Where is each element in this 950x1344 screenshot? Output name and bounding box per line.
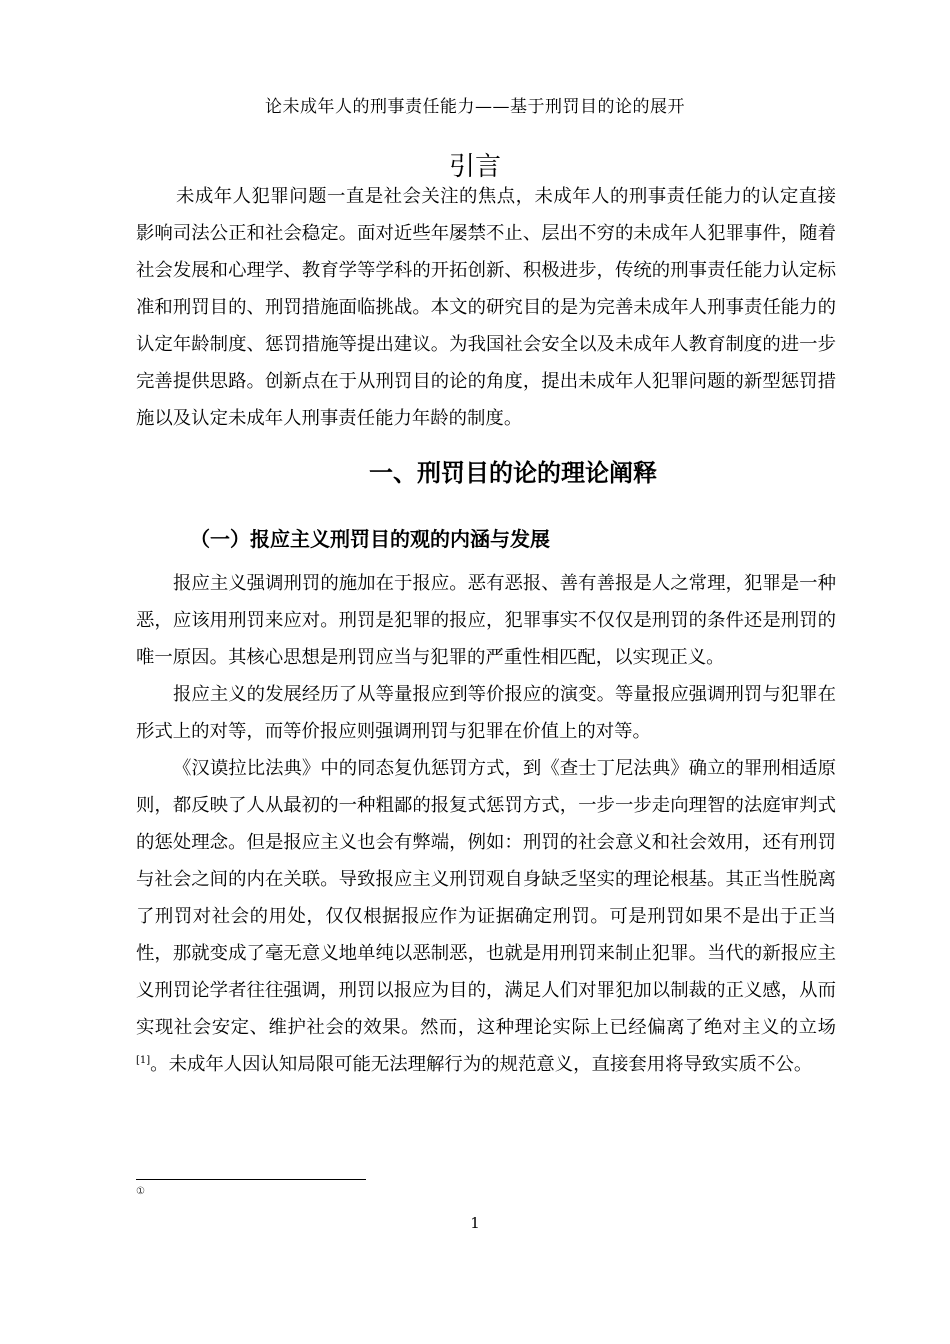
running-header-title: 论未成年人的刑事责任能力——基于刑罚目的论的展开 [265, 97, 685, 117]
body-paragraph-3-text-b: 。未成年人因认知局限可能无法理解行为的规范意义，直接套用将导致实质不公。 [150, 1054, 813, 1075]
footnote-divider [136, 1179, 366, 1180]
body-paragraph-1: 报应主义强调刑罚的施加在于报应。恶有恶报、善有善报是人之常理，犯罪是一种恶，应该用刑罚来应对。刑罚是犯罪的报应，犯罪事实不仅仅是刑罚的条件还是刑罚的唯一原因。其核心思想是刑罚应当与犯罪的严重性相匹配，以实现正义。 [136, 573, 836, 668]
section-heading-1: 一、刑罚目的论的理论阐释 [369, 459, 657, 487]
page-number: 1 [470, 1214, 480, 1232]
intro-paragraph: 未成年人犯罪问题一直是社会关注的焦点，未成年人的刑事责任能力的认定直接影响司法公正和社会稳定。面对近些年屡禁不止、层出不穷的未成年人犯罪事件，随着社会发展和心理学、教育学等学科的开拓创新、积极进步，传统的刑事责任能力认定标准和刑罚目的、刑罚措施面临挑战。本文的研究目的是为完善未成年人刑事责任能力的认定年龄制度、惩罚措施等提出建议。为我国社会安全以及未成年人教育制度的进一步完善提供思路。创新点在于从刑罚目的论的角度，提出未成年人犯罪问题的新型惩罚措施以及认定未成年人刑事责任能力年龄的制度。 [136, 186, 836, 429]
body-paragraph-2: 报应主义的发展经历了从等量报应到等价报应的演变。等量报应强调刑罚与犯罪在形式上的对等，而等价报应则强调刑罚与犯罪在价值上的对等。 [136, 684, 836, 742]
body-paragraph-3 [136, 750, 836, 1083]
body-paragraph-3-text-a: 《汉谟拉比法典》中的同态复仇惩罚方式，到《查士丁尼法典》确立的罪刑相适原则，都反映了人从最初的一种粗鄙的报复式惩罚方式，一步一步走向理智的法庭审判式的惩处理念。但是报应主义也会有弊端，例如：刑罚的社会意义和社会效用，还有刑罚与社会之间的内在关联。导致报应主义刑罚观自身缺乏坚实的理论根基。其正当性脱离了刑罚对社会的用处，仅仅根据报应作为证据确定刑罚。可是刑罚如果不是出于正当性，那就变成了毫无意义地单纯以恶制恶，也就是用刑罚来制止犯罪。当代的新报应主义刑罚论学者往往强调，刑罚以报应为目的，满足人们对罪犯加以制裁的正义感，从而实现社会安定、维护社会的效果。然而，这种理论实际上已经偏离了绝对主义的立场 [136, 758, 836, 1038]
citation-link[interactable]: [1] [136, 1054, 151, 1066]
intro-heading: 引言 [448, 152, 501, 182]
subsection-heading-1-1: （一）报应主义刑罚目的观的内涵与发展 [190, 527, 550, 551]
footnote-marker: ① [136, 1186, 145, 1197]
